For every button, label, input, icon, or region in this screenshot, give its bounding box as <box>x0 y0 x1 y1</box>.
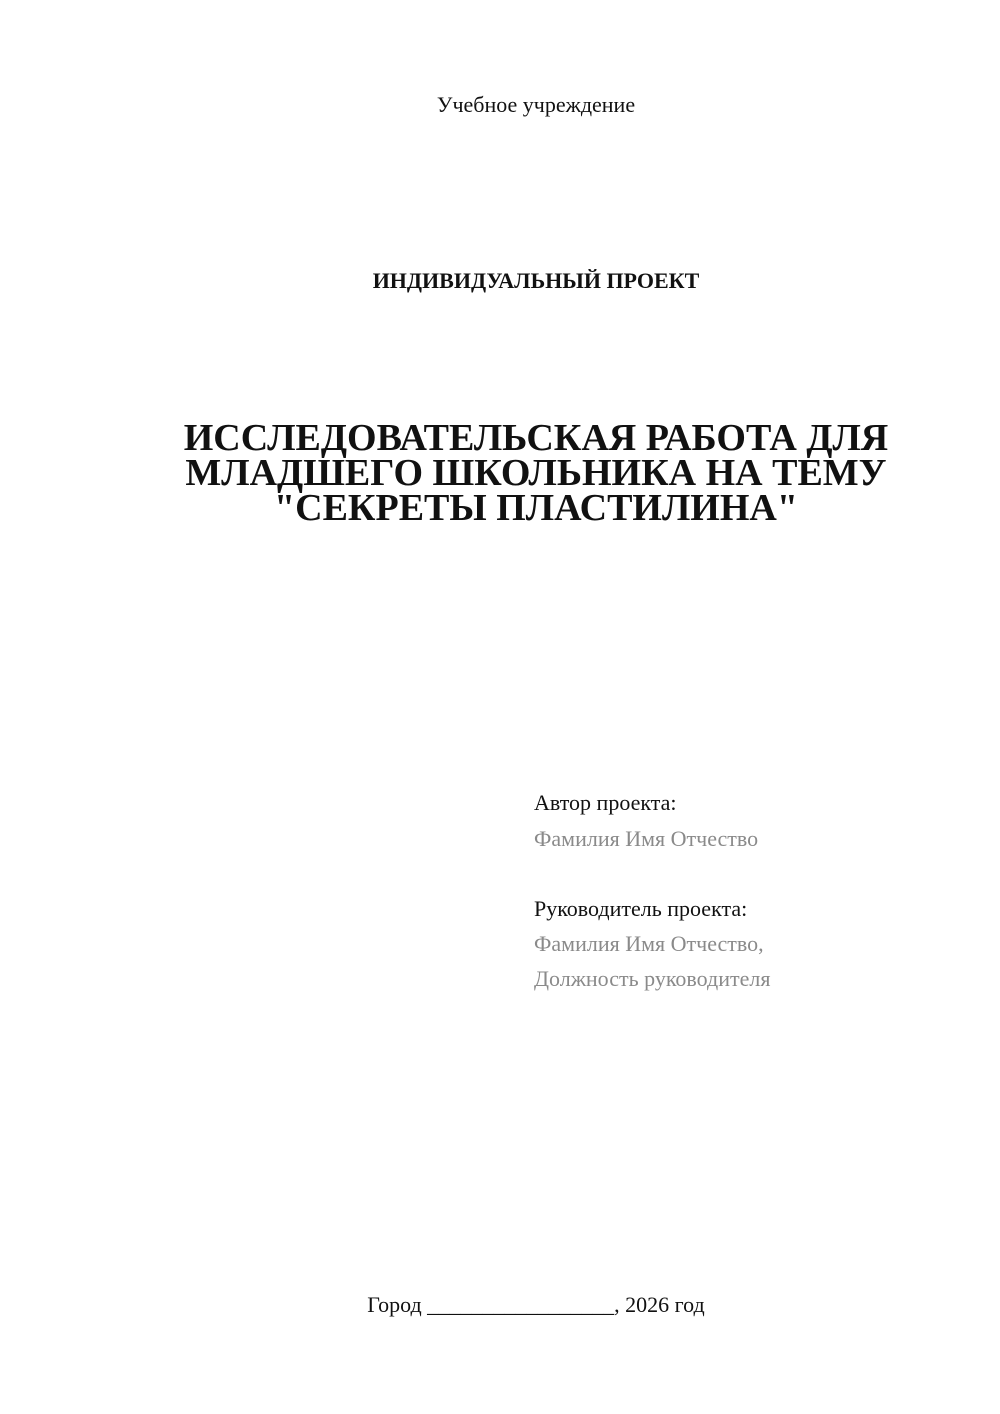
supervisor-label: Руководитель проекта: <box>534 896 748 921</box>
project-title-line: ИССЛЕДОВАТЕЛЬСКАЯ РАБОТА ДЛЯ <box>183 417 889 459</box>
author-name-placeholder: Фамилия Имя Отчество <box>534 826 759 851</box>
project-title <box>140 417 932 529</box>
project-title-line: МЛАДШЕГО ШКОЛЬНИКА НА ТЕМУ <box>185 452 887 494</box>
city-year-line: Город _________________, 2026 год <box>367 1292 705 1317</box>
project-type-heading: ИНДИВИДУАЛЬНЫЙ ПРОЕКТ <box>372 268 700 293</box>
supervisor-name-placeholder: Фамилия Имя Отчество, <box>534 931 764 956</box>
institution-name: Учебное учреждение <box>436 92 636 117</box>
supervisor-position-placeholder: Должность руководителя <box>534 966 771 991</box>
project-title-line: "СЕКРЕТЫ ПЛАСТИЛИНА" <box>274 487 798 529</box>
author-label: Автор проекта: <box>534 790 677 815</box>
